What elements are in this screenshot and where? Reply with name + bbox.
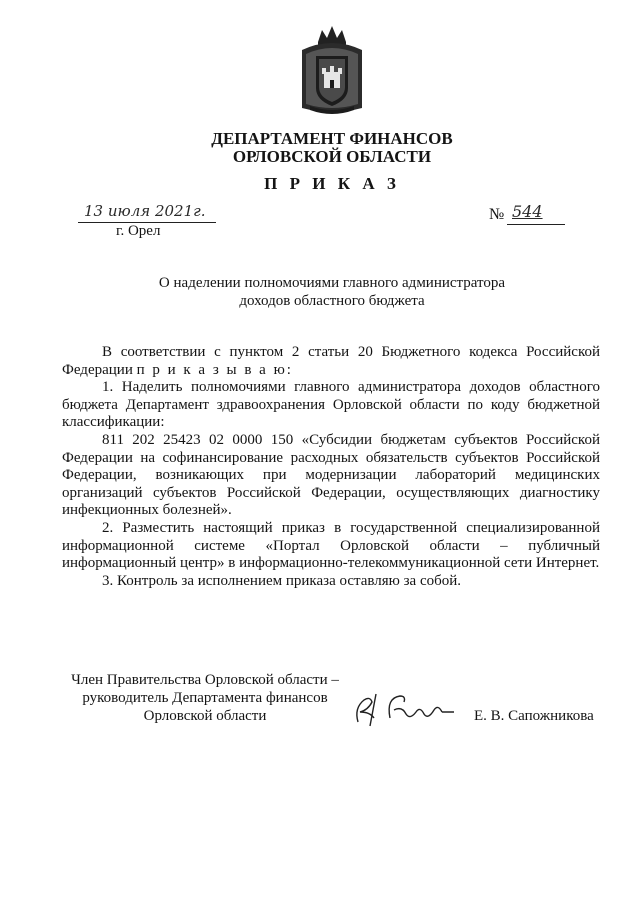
signatory-title-line3: Орловской области [143, 708, 267, 724]
handwritten-date: 13 июля 2021г. [84, 202, 206, 220]
order-verb: п р и к а з ы в а ю: [136, 361, 293, 378]
item-2: 2. Разместить настоящий приказ в государственной специализированной информационной системе «Портал Орловской области – публичный информационный центр» в информационно-телекоммуникационной сети Интернет. [62, 519, 600, 572]
item-1: 1. Наделить полномочиями главного администратора доходов областного бюджета Департамент здравоохранения Орловской области по коду бюджетной классификации: [62, 379, 600, 431]
signatory-title [60, 671, 350, 725]
department-name-line1: ДЕПАРТАМЕНТ ФИНАНСОВ [211, 129, 453, 148]
subject-line2: доходов областного бюджета [239, 293, 425, 309]
item-1-budget-code: 811 202 25423 02 0000 150 «Субсидии бюджетам субъектов Российской Федерации на софинансирование расходных обязательств субъектов Российской Федерации, возникающих при модернизации лабораторий медицинских организаций субъектов Российской Федерации, осуществляющих диагностику инфекционных болезней». [62, 431, 600, 519]
intro-paragraph [62, 344, 600, 379]
order-body [62, 344, 600, 590]
coat-of-arms-icon [296, 24, 368, 116]
document-type-title: П Р И К А З [264, 174, 400, 193]
item-3: 3. Контроль за исполнением приказа оставляю за собой. [102, 572, 462, 589]
signatory-title-line2: руководитель Департамента финансов [82, 690, 328, 706]
handwritten-order-number: 544 [512, 202, 543, 221]
signatory-title-line1: Член Правительства Орловской области – [71, 672, 339, 688]
handwritten-signature-icon [350, 688, 460, 728]
subject-line1: О наделении полномочиями главного администратора [158, 275, 506, 291]
intro-text: В соответствии с пунктом 2 статьи 20 Бюджетного кодекса Российской Федерации [62, 344, 600, 378]
department-name-line2: ОРЛОВСКОЙ ОБЛАСТИ [232, 147, 432, 166]
number-underline [507, 224, 565, 225]
signer-name: Е. В. Сапожникова [474, 708, 594, 724]
order-subject [0, 274, 640, 310]
city-label: г. Орел [116, 223, 161, 239]
order-number-label: № [489, 206, 505, 223]
